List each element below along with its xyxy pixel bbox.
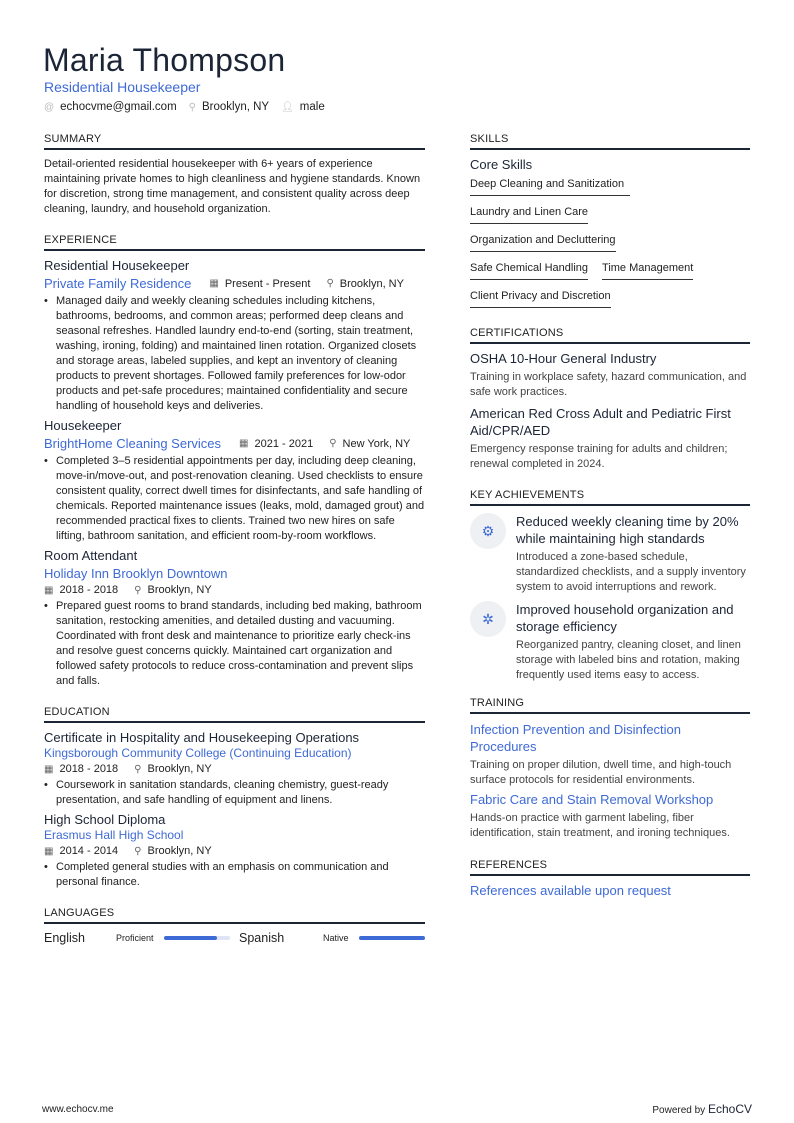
education-item xyxy=(44,730,425,808)
section-summary: SUMMARY xyxy=(44,133,425,150)
calendar-icon: ▦ xyxy=(209,278,219,289)
footer-site[interactable]: www.echocv.me xyxy=(42,1104,114,1115)
skill-tag: Laundry and Linen Care xyxy=(470,202,588,224)
job-role: Room Attendant xyxy=(44,548,138,563)
calendar-icon: ▦ xyxy=(239,438,249,449)
brand-logo: EchoCV xyxy=(707,1102,752,1116)
left-column xyxy=(44,133,425,945)
contact-info xyxy=(44,101,325,113)
job-dates: Present - Present xyxy=(224,277,311,290)
achievement-title: Improved household organization and storage efficiency xyxy=(516,602,734,634)
at-icon: @ xyxy=(44,101,55,113)
job-org: BrightHome Cleaning Services xyxy=(44,436,222,451)
gender: male xyxy=(299,101,325,113)
location-pin-icon: ⚲ xyxy=(326,278,334,289)
email: echocvme@gmail.com xyxy=(60,101,177,113)
cert-name: OSHA 10-Hour General Industry xyxy=(470,351,657,366)
training-name: Infection Prevention and Disinfection Procedures xyxy=(470,722,682,754)
experience-item xyxy=(44,258,425,414)
skills-list xyxy=(470,174,750,314)
skill-tag: Organization and Decluttering xyxy=(470,230,616,252)
job-bullet: • Prepared guest rooms to brand standards, including bed making, bathroom sanitation, restocking amenities, and detailed dusting and vacuuming. Coordinated with front desk and maintenance to prioritize early check-ins and resolve guest concerns quickly. Maintained cart organization and followed safety protocols to reduce cross-contamination and prevent slips and falls. xyxy=(44,599,425,689)
job-role: Residential Housekeeper xyxy=(44,258,190,273)
achievement-item xyxy=(470,601,750,683)
location: Brooklyn, NY xyxy=(201,101,270,113)
summary-text: Detail-oriented residential housekeeper with 6+ years of experience maintaining private homes to high cleanliness and hygiene standards. Known for discretion, strong time management, and consistent quality across deep cleaning, laundry, and household organization. xyxy=(44,158,421,215)
education-item xyxy=(44,812,425,890)
location-pin-icon: ⚲ xyxy=(134,845,142,857)
cert-name: American Red Cross Adult and Pediatric First Aid/CPR/AED xyxy=(470,406,731,438)
section-experience: EXPERIENCE xyxy=(44,234,425,251)
skill-tag: Safe Chemical Handling xyxy=(470,258,588,280)
edu-bullet: • Coursework in sanitation standards, cleaning chemistry, guest-ready presentation, and safe handling of equipment and linens. xyxy=(44,778,425,808)
candidate-name: Maria Thompson xyxy=(43,42,286,78)
training-desc: Training on proper dilution, dwell time, and high-touch surface protocols for residential environments. xyxy=(470,759,732,786)
section-skills: SKILLS xyxy=(470,133,750,150)
achievement-title: Reduced weekly cleaning time by 20% while maintaining high standards xyxy=(516,514,739,546)
edu-location: Brooklyn, NY xyxy=(147,845,212,857)
job-location: New York, NY xyxy=(342,437,411,450)
edu-location: Brooklyn, NY xyxy=(147,763,212,775)
references-text: References available upon request xyxy=(470,883,671,898)
achievement-item xyxy=(470,513,750,595)
section-achievements: KEY ACHIEVEMENTS xyxy=(470,489,750,506)
section-references: REFERENCES xyxy=(470,859,750,876)
job-location: Brooklyn, NY xyxy=(339,277,404,290)
school: Erasmus Hall High School xyxy=(44,828,184,842)
edu-bullet: • Completed general studies with an emphasis on communication and personal finance. xyxy=(44,860,425,890)
language-level-bar xyxy=(359,936,425,940)
job-location: Brooklyn, NY xyxy=(147,584,212,596)
cert-desc: Training in workplace safety, hazard communication, and safe work practices. xyxy=(470,371,747,398)
job-org: Private Family Residence xyxy=(44,276,192,291)
location-pin-icon: ⚲ xyxy=(329,438,337,449)
training-name: Fabric Care and Stain Removal Workshop xyxy=(470,792,714,807)
edu-dates: 2018 - 2018 xyxy=(59,763,119,775)
section-training: TRAINING xyxy=(470,697,750,714)
training-desc: Hands-on practice with garment labeling, fiber identification, stain treatment, and ironing techniques. xyxy=(470,812,730,839)
section-languages: LANGUAGES xyxy=(44,907,425,924)
job-role: Housekeeper xyxy=(44,418,122,433)
footer-powered xyxy=(652,1102,752,1116)
language-level: Native xyxy=(323,933,349,943)
gear-icon: ⚙ xyxy=(470,513,506,549)
person-icon: 👤︎ xyxy=(281,101,294,113)
calendar-icon: ▦ xyxy=(44,763,54,775)
powered-by-label: Powered by xyxy=(652,1105,706,1116)
language-name: Spanish xyxy=(239,931,285,945)
language-level-bar xyxy=(164,936,230,940)
achievement-desc: Reorganized pantry, cleaning closet, and linen storage with labeled bins and rotation, making frequently used items easy to access. xyxy=(516,639,741,681)
location-pin-icon: ⚲ xyxy=(134,584,142,596)
experience-item xyxy=(44,418,425,544)
job-dates: 2018 - 2018 xyxy=(59,584,119,596)
school: Kingsborough Community College (Continuing Education) xyxy=(44,746,352,760)
section-certifications: CERTIFICATIONS xyxy=(470,327,750,344)
location-pin-icon: ⚲ xyxy=(134,763,142,775)
language-name: English xyxy=(44,931,85,945)
section-education: EDUCATION xyxy=(44,706,425,723)
edu-dates: 2014 - 2014 xyxy=(59,845,119,857)
location-pin-icon: ⚲ xyxy=(188,101,196,113)
skill-tag: Time Management xyxy=(602,258,693,280)
candidate-title: Residential Housekeeper xyxy=(44,79,201,95)
skill-tag: Deep Cleaning and Sanitization xyxy=(470,174,630,196)
experience-item xyxy=(44,548,425,689)
skill-tag: Client Privacy and Discretion xyxy=(470,286,611,308)
job-bullet: • Managed daily and weekly cleaning schedules including kitchens, bathrooms, bedrooms, and common areas; performed deep cleans and seasonal refreshes. Handled laundry end-to-end (sorting, stain treatment, washing, ironing, folding) and maintained linen rotation. Organized closets and storage areas, labeled supplies, and kept an inventory of cleaning products to prevent shortages. Followed family preferences for low-odor products and pet-safe procedures; maintained confidentiality and secure handling of household keys and deliveries. xyxy=(44,294,425,414)
right-column xyxy=(470,133,750,898)
skill-group-title: Core Skills xyxy=(470,157,533,172)
sparkle-icon: ✲ xyxy=(470,601,506,637)
degree: Certificate in Hospitality and Housekeeping Operations xyxy=(44,730,360,745)
job-org: Holiday Inn Brooklyn Downtown xyxy=(44,566,228,581)
job-dates: 2021 - 2021 xyxy=(254,437,314,450)
calendar-icon: ▦ xyxy=(44,845,54,857)
achievement-desc: Introduced a zone-based schedule, standardized checklists, and a supply inventory system to avoid interruptions and rework. xyxy=(516,551,746,593)
languages-list xyxy=(44,931,425,945)
language-level: Proficient xyxy=(116,933,154,943)
job-bullet: • Completed 3–5 residential appointments per day, including deep cleaning, move-in/move-out, and post-renovation cleaning. Used checklists to ensure consistent quality, correct dwell times for disinfectants, and safe handling of chemicals. Reported maintenance issues (leaks, mold, damaged grout) and recommended practical fixes to clients. Trained two new hires on safe lifting, bathroom sanitation, and efficient room-by-room workflows. xyxy=(44,454,425,544)
degree: High School Diploma xyxy=(44,812,166,827)
cert-desc: Emergency response training for adults and children; renewal completed in 2024. xyxy=(470,443,728,470)
calendar-icon: ▦ xyxy=(44,584,54,596)
